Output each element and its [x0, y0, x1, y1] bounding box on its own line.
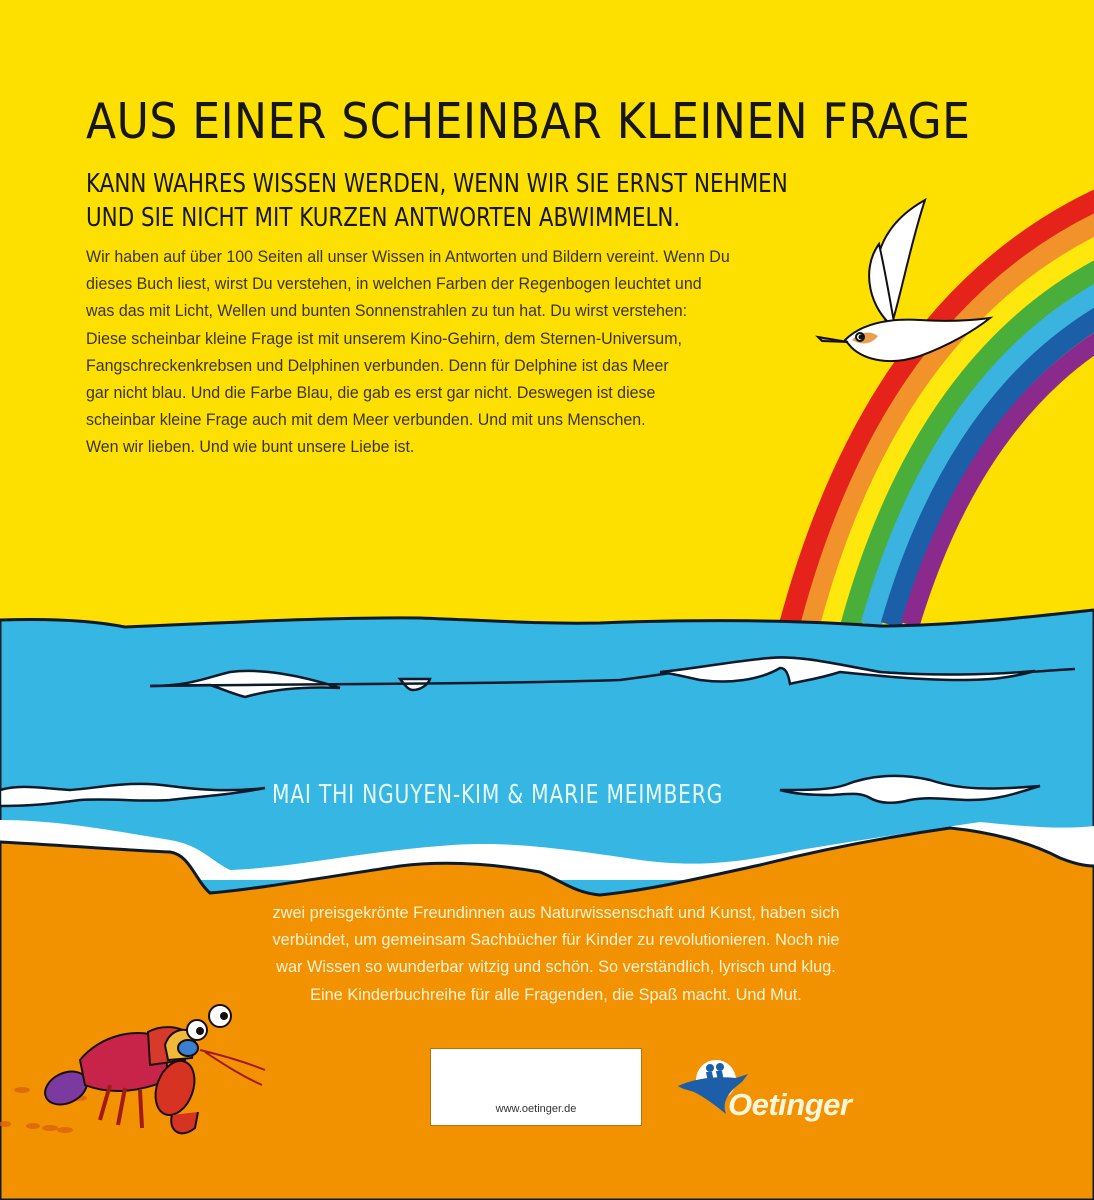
- bio-line: Eine Kinderbuchreihe für alle Fragenden, die Spaß macht. Und Mut.: [310, 984, 802, 1004]
- publisher-logo: [676, 1056, 886, 1136]
- bio-line: zwei preisgekrönte Freundinnen aus Naturwissenschaft und Kunst, haben sich: [272, 903, 840, 922]
- blurb-line: Fangschreckenkrebsen und Delphinen verbunden. Denn für Delphine ist das Meer: [86, 355, 669, 375]
- blurb-line: scheinbar kleine Frage auch mit dem Meer verbunden. Und mit uns Menschen.: [86, 410, 646, 430]
- blurb-line: Diese scheinbar kleine Frage ist mit unserem Kino-Gehirn, dem Sternen-Universum,: [86, 328, 682, 348]
- blurb-line: gar nicht blau. Und die Farbe Blau, die gab es erst gar nicht. Deswegen ist diese: [86, 383, 656, 403]
- blurb-text: [86, 243, 829, 461]
- subheadline: [86, 167, 825, 235]
- publisher-name: Oetinger: [728, 1087, 852, 1122]
- bio-line: verbündet, um gemeinsam Sachbücher für Kinder zu revolutionieren. Noch nie: [272, 930, 840, 950]
- blurb-line: Wir haben auf über 100 Seiten all unser Wissen in Antworten und Bildern vereint. Wenn Du: [86, 247, 730, 266]
- author-bio: [249, 899, 863, 1008]
- blurb-line: Wen wir lieben. Und wie bunt unsere Liebe ist.: [86, 437, 415, 457]
- blurb-line: was das mit Licht, Wellen und bunten Sonnenstrahlen zu tun hat. Du wirst verstehen:: [86, 301, 688, 321]
- author-names: MAI THI NGUYEN-KIM & MARIE MEIMBERG: [272, 780, 724, 810]
- barcode-box: [430, 1048, 642, 1126]
- subheadline-line: KANN WAHRES WISSEN WERDEN, WENN WIR SIE ERNST NEHMEN: [86, 169, 788, 199]
- headline: AUS EINER SCHEINBAR KLEINEN FRAGE: [86, 93, 971, 150]
- bio-line: war Wissen so wunderbar witzig und schön. So verständlich, lyrisch und klug.: [276, 957, 836, 977]
- subheadline-line: UND SIE NICHT MIT KURZEN ANTWORTEN ABWIMMELN.: [86, 203, 681, 233]
- blurb-line: dieses Buch liest, wirst Du verstehen, in welchen Farben der Regenbogen leuchtet und: [86, 274, 702, 294]
- sand: [0, 828, 1094, 1200]
- publisher-url: www.oetinger.de: [495, 1103, 577, 1115]
